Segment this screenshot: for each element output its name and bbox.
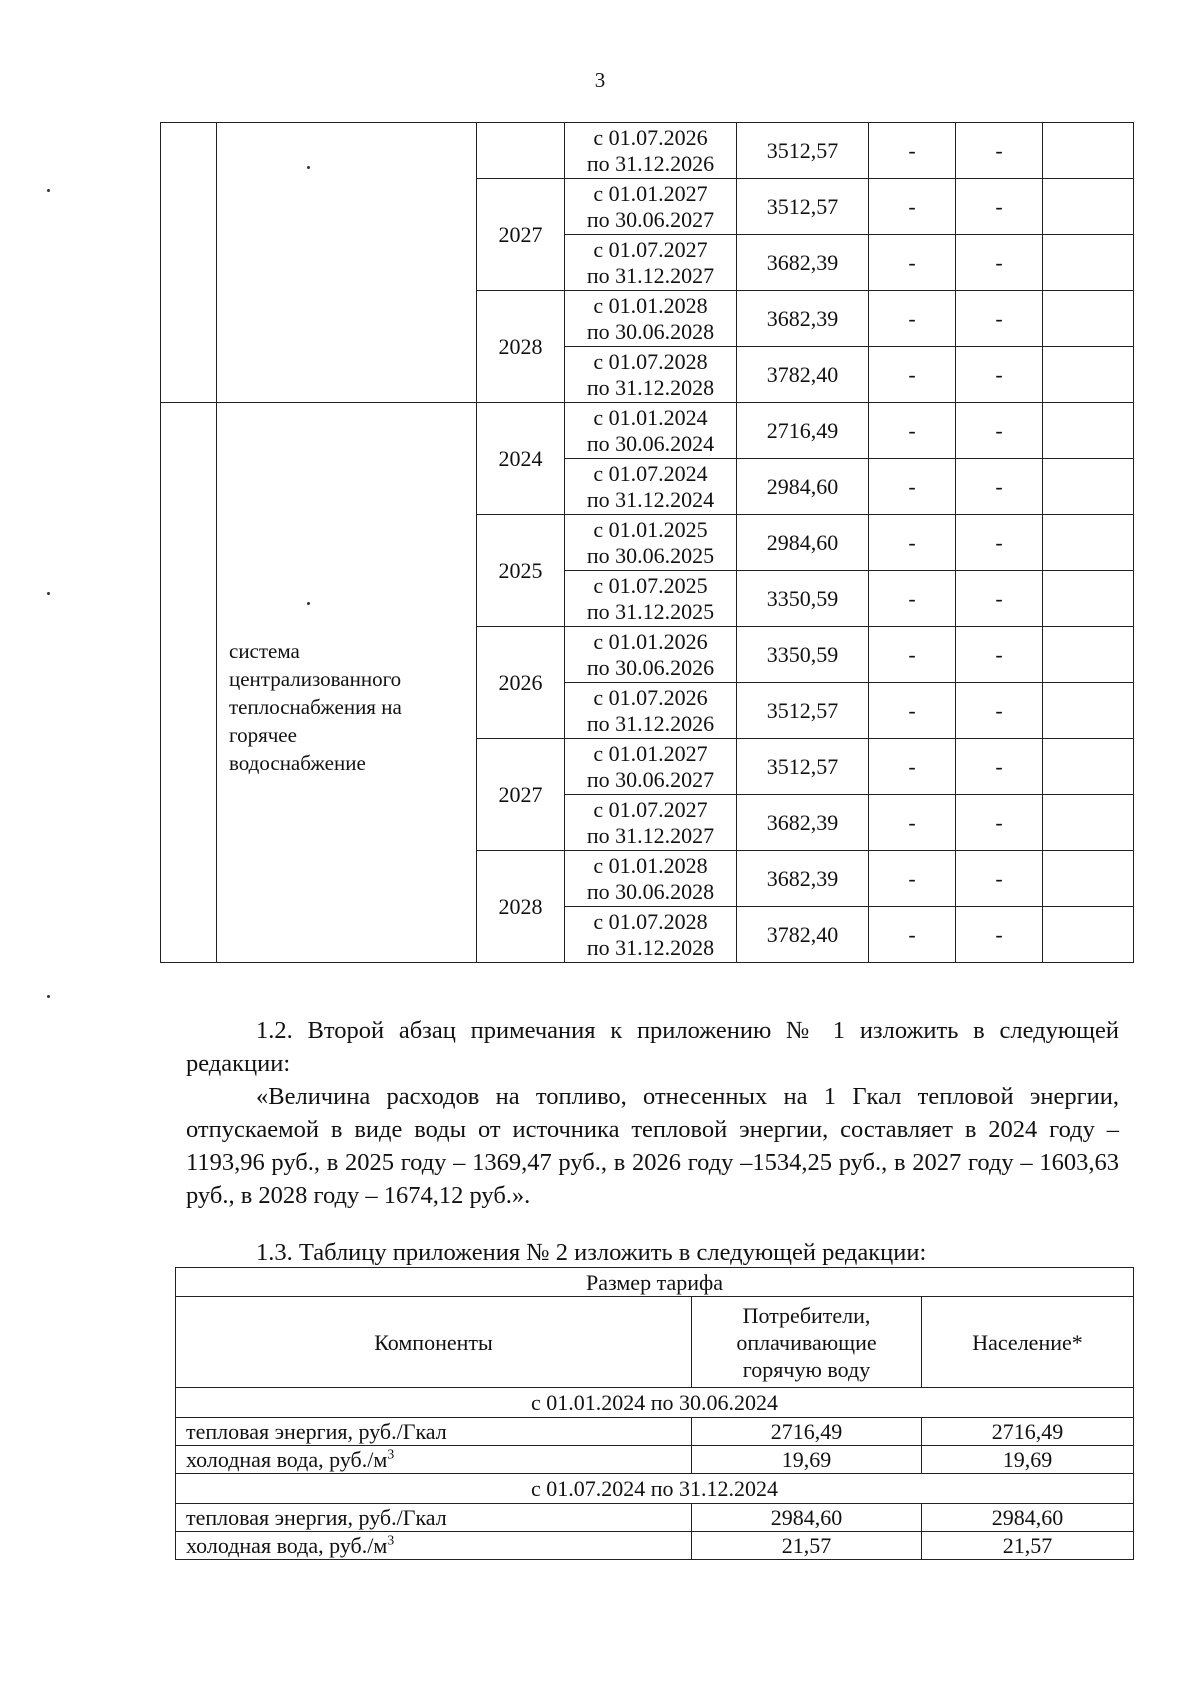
dash-cell: - — [869, 235, 956, 291]
dash-cell: - — [956, 235, 1043, 291]
period-end: по 30.06.2027 — [586, 766, 715, 792]
period-end: по 31.12.2027 — [586, 822, 715, 848]
dash-cell: - — [956, 123, 1043, 179]
row-number-cell — [161, 403, 217, 963]
dash-cell: - — [956, 739, 1043, 795]
dash-cell: - — [869, 851, 956, 907]
empty-cell — [1043, 515, 1134, 571]
empty-cell — [1043, 291, 1134, 347]
dash-cell: - — [956, 851, 1043, 907]
period-header-cell: с 01.07.2024 по 31.12.2024 — [176, 1474, 1134, 1504]
period-cell — [565, 403, 737, 459]
period-end: по 31.12.2026 — [586, 150, 715, 176]
empty-cell — [1043, 851, 1134, 907]
component-label: холодная вода, руб./м — [186, 1533, 388, 1558]
period-start: с 01.01.2028 — [593, 292, 708, 318]
period-start: с 01.07.2025 — [593, 572, 708, 598]
year-cell: 2026 — [477, 627, 565, 739]
table-row — [161, 403, 1134, 459]
dash-cell: - — [869, 683, 956, 739]
period-cell — [565, 683, 737, 739]
population-value-cell: 19,69 — [922, 1446, 1134, 1474]
tariff-value-cell: 3350,59 — [737, 571, 869, 627]
tariff-value-cell: 3682,39 — [737, 851, 869, 907]
header-consumers: Потребители, оплачивающие горячую воду — [692, 1297, 922, 1388]
period-start: с 01.01.2027 — [593, 180, 708, 206]
component-label: тепловая энергия, руб./Гкал — [186, 1419, 447, 1444]
section-1-2-heading: 1.2. Второй абзац примечания к приложению № 1 изложить в следующей редакции: — [186, 1017, 1119, 1077]
period-cell — [565, 291, 737, 347]
period-end: по 30.06.2024 — [586, 430, 715, 456]
description-line: система — [229, 638, 300, 663]
tariff-schedule-table — [160, 122, 1134, 963]
tariff-size-table — [175, 1267, 1134, 1560]
period-header-cell: с 01.01.2024 по 30.06.2024 — [176, 1388, 1134, 1418]
period-end: по 30.06.2027 — [586, 206, 715, 232]
component-label: тепловая энергия, руб./Гкал — [186, 1505, 447, 1530]
empty-cell — [1043, 627, 1134, 683]
dash-cell: - — [869, 291, 956, 347]
system-description-cell — [217, 403, 477, 963]
empty-cell — [1043, 907, 1134, 963]
dash-cell: - — [956, 795, 1043, 851]
period-start: с 01.07.2024 — [593, 460, 708, 486]
tariff-value-cell: 2984,60 — [737, 515, 869, 571]
year-cell: 2027 — [477, 179, 565, 291]
empty-cell — [1043, 403, 1134, 459]
population-value-cell: 2716,49 — [922, 1418, 1134, 1446]
section-1-3-heading: 1.3. Таблицу приложения № 2 изложить в следующей редакции: — [256, 1239, 927, 1266]
dash-cell: - — [869, 179, 956, 235]
system-description-cell — [217, 123, 477, 403]
period-cell — [565, 123, 737, 179]
dash-cell: - — [869, 403, 956, 459]
empty-cell — [1043, 571, 1134, 627]
period-end: по 31.12.2028 — [586, 374, 715, 400]
period-end: по 31.12.2027 — [586, 262, 715, 288]
tariff-value-cell: 3512,57 — [737, 683, 869, 739]
dash-cell: - — [956, 347, 1043, 403]
period-start: с 01.07.2026 — [593, 684, 708, 710]
dash-cell: - — [869, 907, 956, 963]
unit-superscript: 3 — [387, 1533, 395, 1549]
tariff-value-cell: 2716,49 — [737, 403, 869, 459]
year-cell — [477, 123, 565, 179]
period-cell — [565, 739, 737, 795]
period-cell — [565, 571, 737, 627]
empty-cell — [1043, 235, 1134, 291]
description-line: водоснабжение — [229, 750, 366, 775]
scan-speck — [47, 995, 50, 998]
period-end: по 31.12.2028 — [586, 934, 715, 960]
period-cell — [565, 515, 737, 571]
description-line: централизованного — [229, 666, 402, 691]
table-title: Размер тарифа — [176, 1268, 1134, 1297]
row-number-cell — [161, 123, 217, 403]
tariff-value-cell: 3512,57 — [737, 179, 869, 235]
dash-cell: - — [869, 347, 956, 403]
tariff-value-cell: 3350,59 — [737, 627, 869, 683]
component-label: холодная вода, руб./м — [186, 1447, 388, 1472]
dash-cell: - — [956, 627, 1043, 683]
period-end: по 31.12.2024 — [586, 486, 715, 512]
description-line: теплоснабжения на — [229, 694, 402, 719]
page-number: 3 — [594, 68, 606, 92]
tariff-value-cell: 3682,39 — [737, 235, 869, 291]
dash-cell: - — [956, 459, 1043, 515]
dash-cell: - — [869, 515, 956, 571]
description-line: горячее — [229, 722, 297, 747]
tariff-value-cell: 3782,40 — [737, 347, 869, 403]
period-end: по 31.12.2026 — [586, 710, 715, 736]
header-population: Население* — [922, 1297, 1134, 1388]
period-start: с 01.01.2024 — [593, 404, 708, 430]
tariff-value-cell: 3512,57 — [737, 739, 869, 795]
tariff-value-cell: 3682,39 — [737, 795, 869, 851]
period-end: по 30.06.2028 — [586, 878, 715, 904]
year-cell: 2027 — [477, 739, 565, 851]
tariff-value-cell: 2984,60 — [737, 459, 869, 515]
tariff-value-cell: 3782,40 — [737, 907, 869, 963]
dash-cell: - — [869, 627, 956, 683]
period-start: с 01.07.2028 — [593, 348, 708, 374]
empty-cell — [1043, 683, 1134, 739]
scan-speck — [47, 592, 50, 595]
period-start: с 01.01.2026 — [593, 628, 708, 654]
tariff-value-cell: 3682,39 — [737, 291, 869, 347]
period-end: по 30.06.2025 — [586, 542, 715, 568]
table-row — [161, 123, 1134, 179]
unit-superscript: 3 — [387, 1447, 395, 1463]
dash-cell: - — [956, 571, 1043, 627]
population-value-cell: 21,57 — [922, 1532, 1134, 1560]
table-row — [176, 1418, 1134, 1446]
dash-cell: - — [869, 739, 956, 795]
period-cell — [565, 459, 737, 515]
period-cell — [565, 235, 737, 291]
consumers-value-cell: 19,69 — [692, 1446, 922, 1474]
period-cell — [565, 179, 737, 235]
component-cell — [176, 1504, 692, 1532]
dash-cell: - — [956, 291, 1043, 347]
table-row — [176, 1532, 1134, 1560]
period-cell — [565, 627, 737, 683]
dash-cell: - — [869, 123, 956, 179]
year-cell: 2025 — [477, 515, 565, 627]
component-cell — [176, 1418, 692, 1446]
empty-cell — [1043, 795, 1134, 851]
tariff-value-cell: 3512,57 — [737, 123, 869, 179]
empty-cell — [1043, 179, 1134, 235]
period-cell — [565, 907, 737, 963]
empty-cell — [1043, 347, 1134, 403]
year-cell: 2028 — [477, 291, 565, 403]
dash-cell: - — [869, 795, 956, 851]
period-start: с 01.07.2027 — [593, 236, 708, 262]
year-cell: 2028 — [477, 851, 565, 963]
period-start: с 01.07.2028 — [593, 908, 708, 934]
year-cell: 2024 — [477, 403, 565, 515]
consumers-value-cell: 2716,49 — [692, 1418, 922, 1446]
table-row — [176, 1446, 1134, 1474]
period-start: с 01.07.2026 — [593, 124, 708, 150]
dash-cell: - — [869, 459, 956, 515]
dash-cell: - — [956, 515, 1043, 571]
period-start: с 01.01.2027 — [593, 740, 708, 766]
period-end: по 30.06.2026 — [586, 654, 715, 680]
header-components: Компоненты — [176, 1297, 692, 1388]
period-cell — [565, 795, 737, 851]
component-cell — [176, 1446, 692, 1474]
dash-cell: - — [956, 683, 1043, 739]
period-cell — [565, 347, 737, 403]
period-start: с 01.01.2025 — [593, 516, 708, 542]
period-cell — [565, 851, 737, 907]
period-start: с 01.01.2028 — [593, 852, 708, 878]
component-cell — [176, 1532, 692, 1560]
period-end: по 30.06.2028 — [586, 318, 715, 344]
empty-cell — [1043, 123, 1134, 179]
dash-cell: - — [869, 571, 956, 627]
section-1-2-quote: «Величина расходов на топливо, отнесенных на 1 Гкал тепловой энергии, отпускаемой в виде воды от источника тепловой энергии, составляет в 2024 году – 1193,96 руб., в 2025 году – 1369,47 руб., в 2026 году –1534,25 руб., в 2027 году – 1603,63 руб., в 2028 году – 1674,12 руб.». — [186, 1083, 1119, 1209]
dash-cell: - — [956, 403, 1043, 459]
population-value-cell: 2984,60 — [922, 1504, 1134, 1532]
consumers-value-cell: 2984,60 — [692, 1504, 922, 1532]
empty-cell — [1043, 739, 1134, 795]
consumers-value-cell: 21,57 — [692, 1532, 922, 1560]
dash-cell: - — [956, 179, 1043, 235]
empty-cell — [1043, 459, 1134, 515]
table-row — [176, 1504, 1134, 1532]
period-start: с 01.07.2027 — [593, 796, 708, 822]
period-end: по 31.12.2025 — [586, 598, 715, 624]
dash-cell: - — [956, 907, 1043, 963]
scan-speck — [47, 189, 50, 192]
